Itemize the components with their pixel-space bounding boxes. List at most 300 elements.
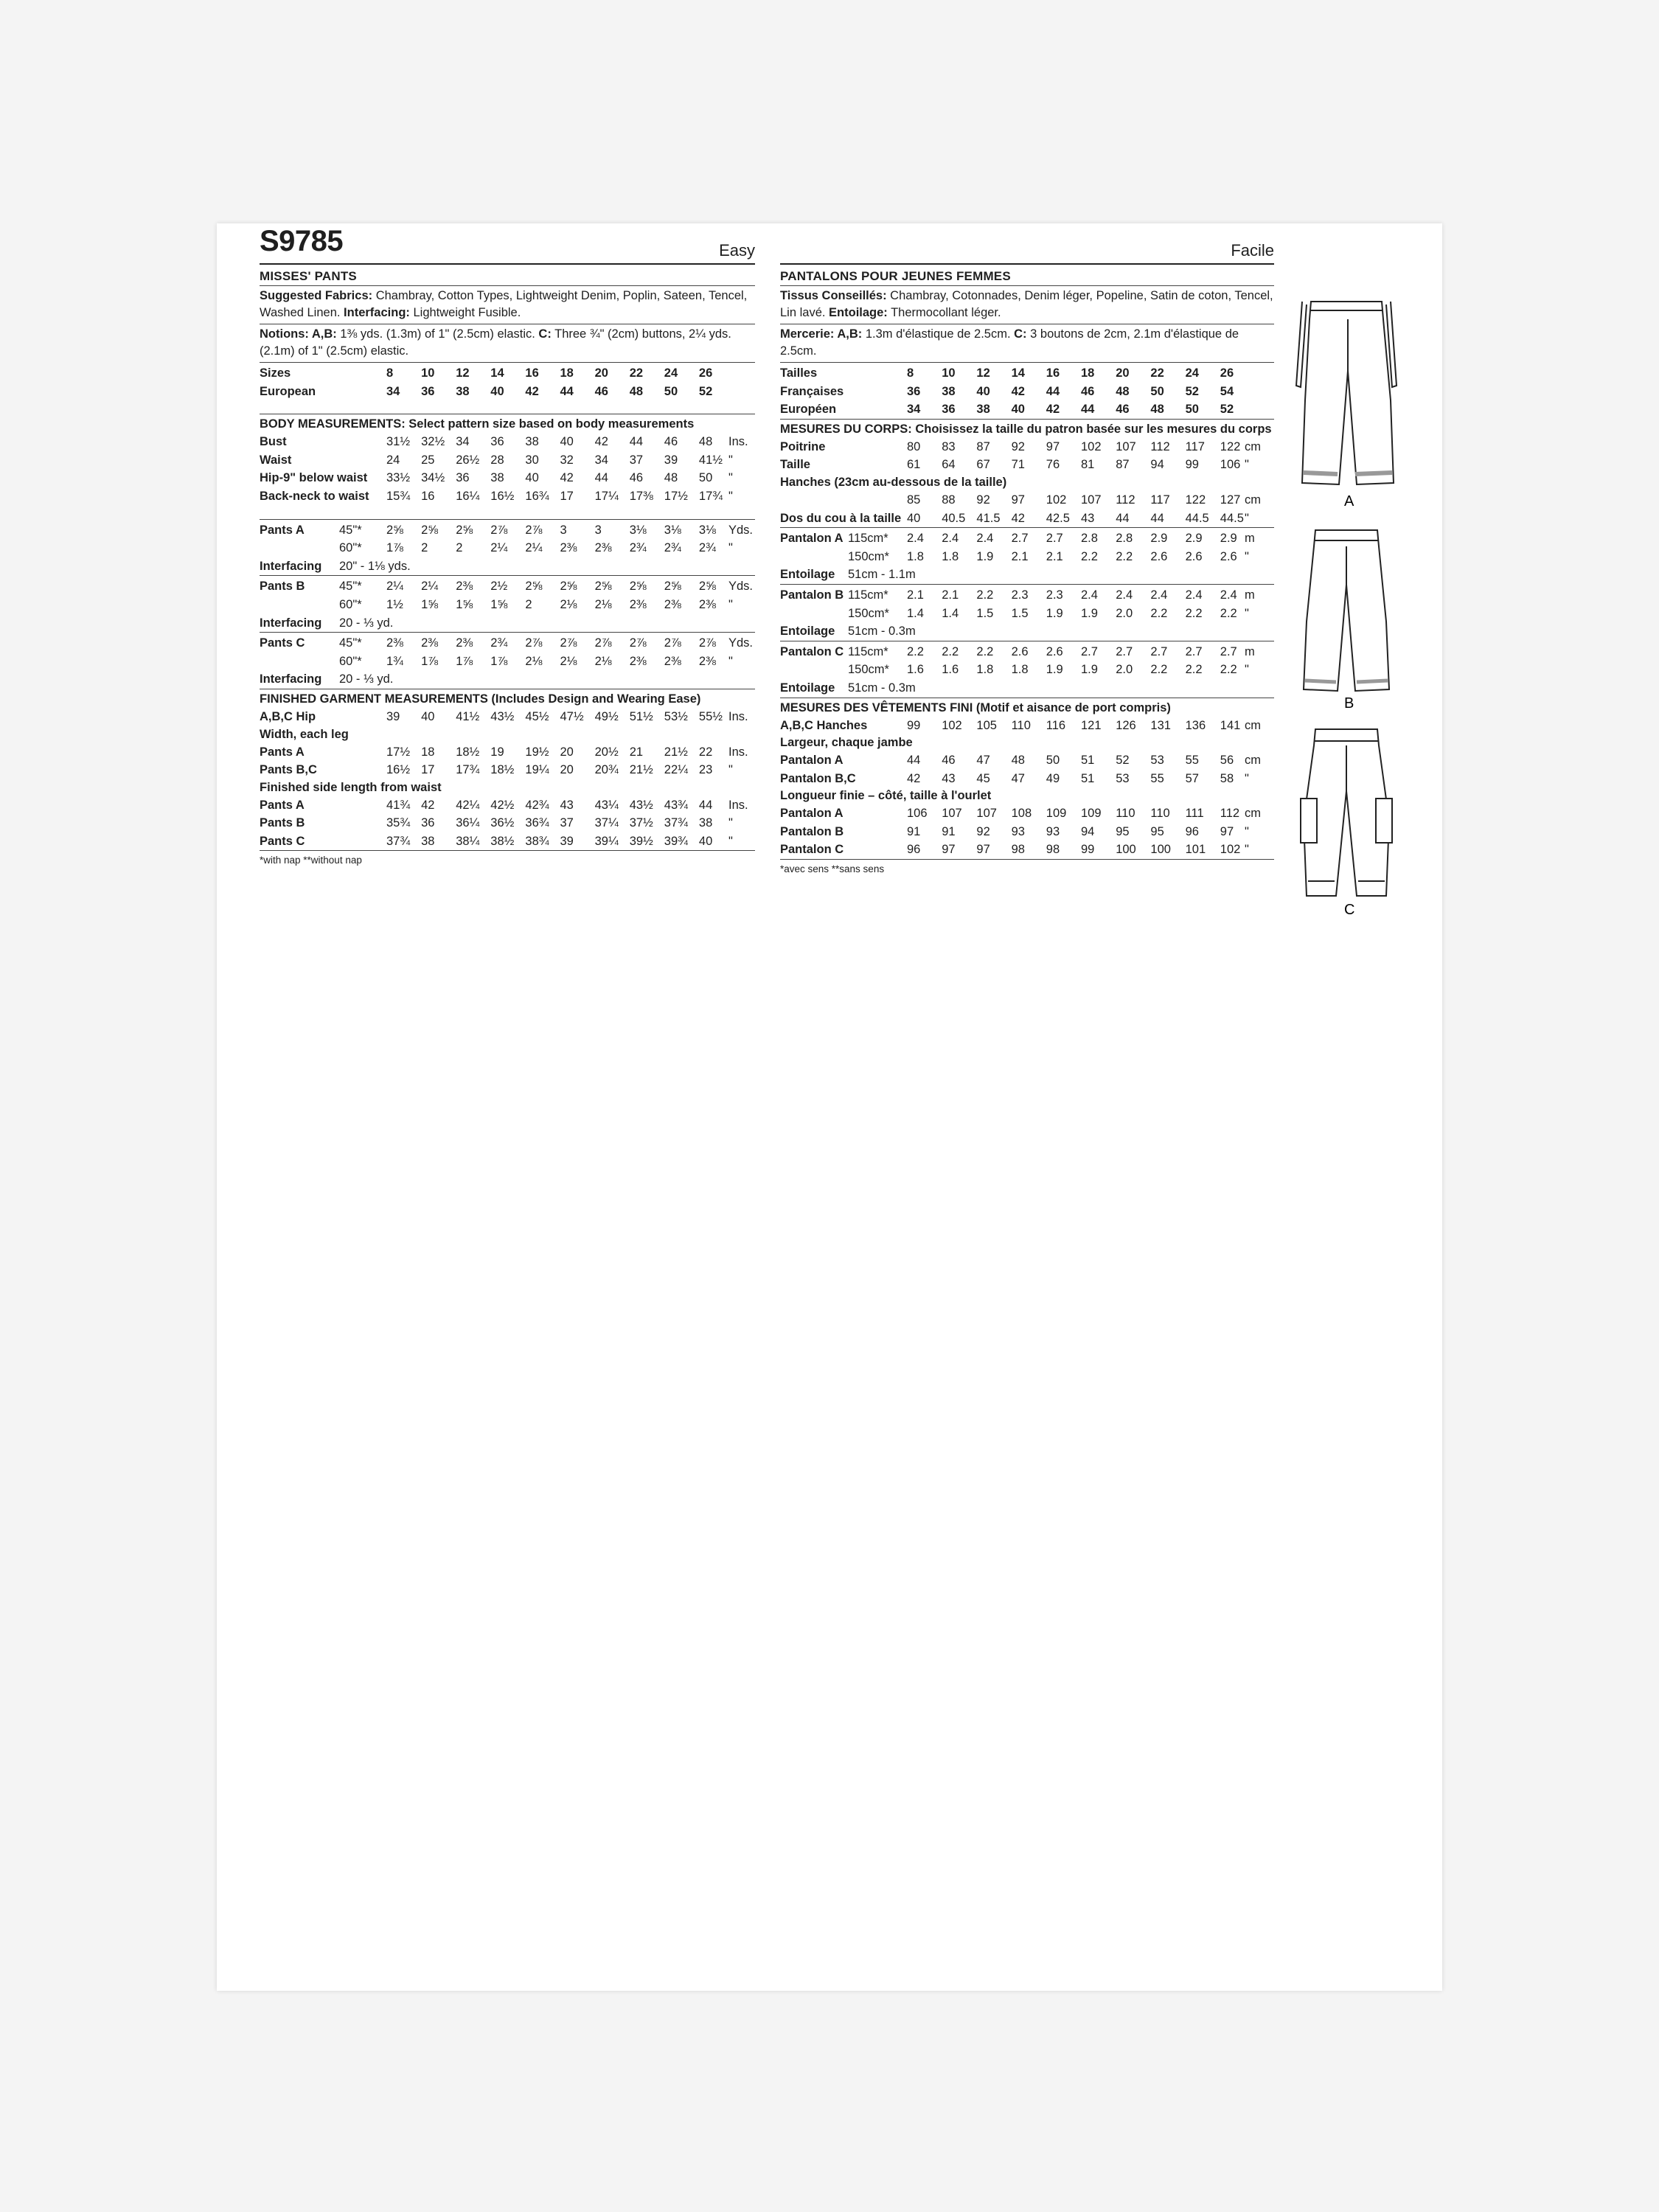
row-label: Bust: [260, 435, 287, 449]
cell-value: 10: [421, 366, 435, 380]
cell-value: 136: [1185, 718, 1206, 732]
cell-value: 53½: [664, 709, 688, 723]
cell-value: 26: [698, 366, 713, 380]
notions-text-fr: Mercerie: A,B: 1.3m d'élastique de 2.5cm. C: 3 boutons de 2cm, 2.1m d'élastique de 2.5cm.: [780, 324, 1274, 362]
cell-value: 21½: [664, 745, 688, 759]
measurement-row: [780, 823, 1274, 841]
measurement-row: [260, 832, 755, 851]
cell-value: 102: [1081, 439, 1102, 453]
cell-value: 38: [456, 384, 470, 398]
cell-value: 2.7: [1046, 532, 1063, 546]
unit-label: m: [1245, 532, 1255, 546]
cell-value: 98: [1046, 843, 1060, 857]
row-label: Taille: [780, 458, 810, 472]
view-b-label: B: [1344, 695, 1354, 712]
cell-value: 34: [907, 403, 921, 417]
body-measurements-fr: [780, 419, 1274, 527]
cell-value: 17: [560, 489, 574, 503]
cell-value: 97: [976, 843, 990, 857]
yardage-block: [780, 527, 1274, 584]
cell-value: 97: [1046, 439, 1060, 453]
cell-value: 2⅝: [386, 523, 403, 537]
cell-value: 2.2: [1185, 663, 1203, 677]
cell-value: 18½: [490, 763, 515, 777]
interfacing-row: [260, 614, 755, 633]
cell-value: 43½: [629, 798, 653, 812]
interfacing-row: [260, 670, 755, 689]
row-label: Pantalon B: [780, 588, 844, 602]
row-label: Européen: [780, 403, 837, 417]
cell-value: 61: [907, 458, 921, 472]
cell-value: 107: [1116, 439, 1136, 453]
cell-value: 91: [907, 824, 921, 838]
cell-value: 41½: [456, 709, 480, 723]
cell-value: 20: [1116, 366, 1130, 380]
cell-value: 43: [942, 771, 956, 785]
cell-value: 44: [594, 471, 608, 485]
cell-value: 50: [698, 471, 713, 485]
cell-value: 17½: [386, 745, 411, 759]
fabric-width: 150cm*: [848, 606, 889, 620]
fabrics-text-fr: Tissus Conseillés: Chambray, Cotonnades, Denim léger, Popeline, Satin de coton, Tencel, Lin lavé. Entoilage: Thermocollant léger.: [780, 285, 1274, 324]
cell-value: 26½: [456, 453, 480, 467]
cell-value: 43½: [490, 709, 515, 723]
cell-value: 2⅜: [629, 654, 647, 668]
cell-value: 18: [421, 745, 435, 759]
interfacing-label: Entoilage: [780, 625, 835, 639]
cell-value: 111: [1185, 807, 1204, 821]
cell-value: 91: [942, 824, 956, 838]
cell-value: 105: [976, 718, 997, 732]
cell-value: 100: [1116, 843, 1136, 857]
unit-label: ": [728, 654, 733, 668]
cell-value: 36: [490, 435, 504, 449]
cell-value: 34: [594, 453, 608, 467]
cell-value: 40: [698, 834, 713, 848]
cell-value: 39¾: [664, 834, 688, 848]
cell-value: 19: [490, 745, 504, 759]
cell-value: 2.8: [1116, 532, 1133, 546]
row-label: Pants C: [260, 636, 305, 650]
cell-value: 2.4: [942, 532, 959, 546]
cell-value: 2.6: [1011, 644, 1029, 658]
cell-value: 16¾: [525, 489, 549, 503]
cell-value: 2.4: [1116, 588, 1133, 602]
cell-value: 56: [1220, 754, 1234, 768]
unit-label: Yds.: [728, 636, 754, 650]
cell-value: 1⅞: [386, 541, 403, 555]
cell-value: 20: [560, 745, 574, 759]
cell-value: 2.6: [1150, 549, 1168, 563]
cell-value: 2.9: [1150, 532, 1168, 546]
cell-value: 33½: [386, 471, 411, 485]
cell-value: 3⅛: [629, 523, 647, 537]
cell-value: 46: [629, 471, 644, 485]
yardage-row: [780, 529, 1274, 548]
interfacing-row: [780, 622, 1274, 641]
cell-value: 106: [1220, 458, 1241, 472]
cell-value: 46: [594, 384, 608, 398]
row-label: Pantalon A: [780, 807, 844, 821]
cell-value: 40.5: [942, 511, 966, 525]
unit-label: ": [1245, 606, 1249, 620]
row-label: Waist: [260, 453, 292, 467]
cell-value: 2⅞: [525, 523, 543, 537]
cell-value: 41.5: [976, 511, 1001, 525]
fabric-width: 60"*: [339, 654, 362, 668]
yardage-row: [780, 586, 1274, 605]
width-title: Width, each leg: [260, 727, 349, 741]
unit-label: ": [728, 453, 733, 467]
cell-value: 97: [942, 843, 956, 857]
cell-value: 43¾: [664, 798, 688, 812]
cell-value: 47: [976, 754, 990, 768]
finished-measurements-fr: [780, 698, 1274, 860]
cell-value: 20: [560, 763, 574, 777]
measurement-row: [260, 743, 755, 762]
cell-value: 2.4: [1081, 588, 1098, 602]
cell-value: 102: [1046, 493, 1067, 507]
cell-value: 21: [629, 745, 644, 759]
cell-value: 2.1: [907, 588, 924, 602]
cell-value: 18: [1081, 366, 1095, 380]
cell-value: 1.4: [942, 606, 959, 620]
cell-value: 94: [1150, 458, 1164, 472]
cell-value: 23: [698, 763, 713, 777]
cell-value: 1¾: [386, 654, 403, 668]
cell-value: 2.7: [1185, 644, 1203, 658]
cell-value: 1.8: [907, 549, 924, 563]
cell-value: 49½: [594, 709, 619, 723]
row-label: Back-neck to waist: [260, 489, 369, 503]
cell-value: 2.7: [1220, 644, 1237, 658]
cell-value: 58: [1220, 771, 1234, 785]
measurement-row: [780, 751, 1274, 770]
cell-value: 37: [560, 816, 574, 830]
unit-label: Ins.: [728, 798, 748, 812]
cell-value: 16: [525, 366, 539, 380]
hip-finished-row-fr: [780, 717, 1274, 735]
cell-value: 17¾: [456, 763, 480, 777]
cell-value: 1⅞: [456, 654, 473, 668]
cell-value: 2.8: [1081, 532, 1098, 546]
cell-value: 36½: [490, 816, 515, 830]
cell-value: 2¾: [490, 636, 508, 650]
cell-value: 2⅞: [560, 636, 577, 650]
cell-value: 2⅝: [560, 580, 577, 594]
cell-value: 51: [1081, 771, 1095, 785]
cell-value: 81: [1081, 458, 1095, 472]
cell-value: 2.2: [942, 644, 959, 658]
cell-value: 32½: [421, 435, 445, 449]
cell-value: 98: [1011, 843, 1025, 857]
row-label: Françaises: [780, 384, 844, 398]
cell-value: 38: [525, 435, 539, 449]
cell-value: 44: [698, 798, 713, 812]
cell-value: 1.6: [907, 663, 924, 677]
cell-value: 48: [1116, 384, 1130, 398]
cell-value: 92: [976, 824, 990, 838]
notions-text: Notions: A,B: 1⅜ yds. (1.3m) of 1" (2.5cm) elastic. C: Three ¾" (2cm) buttons, 2¼ yds. (2.1m) of 1" (2.5cm) elastic.: [260, 324, 755, 362]
cell-value: 39: [386, 709, 400, 723]
yardage-block: [260, 575, 755, 632]
cell-value: 2.0: [1116, 606, 1133, 620]
interfacing-row: [780, 566, 1274, 584]
cell-value: 36: [907, 384, 921, 398]
cell-value: 2.2: [1150, 663, 1168, 677]
interfacing-value: 20 - ⅓ yd.: [339, 672, 394, 686]
yardage-row: [780, 661, 1274, 679]
pattern-number: S9785: [260, 225, 344, 257]
cell-value: 2.3: [1046, 588, 1063, 602]
cell-value: 1.9: [1081, 606, 1098, 620]
cell-value: 2⅞: [698, 636, 716, 650]
cell-value: 99: [1081, 843, 1095, 857]
unit-label: ": [728, 541, 733, 555]
cell-value: 2⅜: [560, 541, 577, 555]
cell-value: 43: [1081, 511, 1095, 525]
cell-value: 2⅜: [629, 597, 647, 611]
cell-value: 43¼: [594, 798, 619, 812]
cell-value: 52: [1116, 754, 1130, 768]
cell-value: 20½: [594, 745, 619, 759]
cell-value: 44: [560, 384, 574, 398]
cell-value: 102: [1220, 843, 1241, 857]
length-title-fr: Longueur finie – côté, taille à l'ourlet: [780, 789, 992, 803]
hip-row: [260, 708, 755, 726]
row-label: Pantalon B,C: [780, 771, 856, 785]
cell-value: 38: [421, 834, 435, 848]
unit-label: ": [1245, 843, 1249, 857]
cell-value: 36¼: [456, 816, 480, 830]
cell-value: 92: [1011, 439, 1025, 453]
cell-value: 42: [907, 771, 921, 785]
cell-value: 1.8: [942, 549, 959, 563]
cell-value: 107: [976, 807, 997, 821]
cell-value: 2⅝: [421, 523, 439, 537]
cell-value: 26: [1220, 366, 1234, 380]
cell-value: 42½: [490, 798, 515, 812]
width-title-fr: Largeur, chaque jambe: [780, 736, 913, 750]
row-label: Pants A: [260, 798, 305, 812]
cell-value: 2.4: [907, 532, 924, 546]
cell-value: 2: [456, 541, 463, 555]
cell-value: 2.2: [907, 644, 924, 658]
cell-value: 12: [976, 366, 990, 380]
french-column: [780, 223, 1274, 877]
cell-value: 2.2: [1220, 663, 1237, 677]
cell-value: 2⅜: [421, 636, 439, 650]
measurement-row: [260, 814, 755, 832]
cell-value: 109: [1046, 807, 1067, 821]
cell-value: 121: [1081, 718, 1102, 732]
european-size-row-fr: [780, 400, 1274, 419]
cell-value: 95: [1116, 824, 1130, 838]
cell-value: 40: [907, 511, 921, 525]
cell-value: 2⅞: [664, 636, 681, 650]
unit-label: ": [1245, 549, 1249, 563]
cell-value: 2.1: [1046, 549, 1063, 563]
cell-value: 2⅛: [594, 654, 612, 668]
cell-value: 42: [594, 435, 608, 449]
row-label: Pants B,C: [260, 763, 317, 777]
cell-value: 2⅞: [594, 636, 612, 650]
cell-value: 39: [560, 834, 574, 848]
row-label: A,B,C Hip: [260, 709, 316, 723]
unit-label: ": [1245, 511, 1249, 525]
cell-value: 17¾: [698, 489, 723, 503]
size-row-fr: [780, 364, 1274, 383]
cell-value: 53: [1150, 754, 1164, 768]
yardage-row: [260, 596, 755, 614]
cell-value: 126: [1116, 718, 1136, 732]
cell-value: 2⅞: [525, 636, 543, 650]
cell-value: 2⅜: [456, 580, 473, 594]
cell-value: 51½: [629, 709, 653, 723]
cell-value: 2.0: [1116, 663, 1133, 677]
hip-label-fr: Hanches (23cm au-dessous de la taille): [780, 475, 1007, 489]
cell-value: 57: [1185, 771, 1199, 785]
cell-value: 41¾: [386, 798, 411, 812]
cell-value: 38: [942, 384, 956, 398]
cell-value: 2¼: [525, 541, 543, 555]
cell-value: 2⅝: [525, 580, 543, 594]
interfacing-value: 51cm - 0.3m: [848, 681, 916, 695]
cell-value: 55: [1150, 771, 1164, 785]
yardage-block: [260, 632, 755, 689]
cell-value: 44: [1116, 511, 1130, 525]
cell-value: 64: [942, 458, 956, 472]
cell-value: 97: [1220, 824, 1234, 838]
cell-value: 42.5: [1046, 511, 1070, 525]
fabric-width: 45"*: [339, 580, 362, 594]
cell-value: 93: [1011, 824, 1025, 838]
cell-value: 2⅜: [456, 636, 473, 650]
cell-value: 117: [1185, 439, 1205, 453]
unit-label: Yds.: [728, 523, 754, 537]
yardage-row: [260, 577, 755, 596]
cell-value: 2⅛: [560, 654, 577, 668]
cell-value: 2.2: [976, 588, 994, 602]
measurement-row: [780, 770, 1274, 788]
cell-value: 2.2: [1150, 606, 1168, 620]
measurement-row: [260, 796, 755, 815]
cell-value: 1.9: [1046, 663, 1063, 677]
view-c-drawing: [1295, 725, 1398, 905]
cell-value: 8: [386, 366, 394, 380]
cell-value: 108: [1011, 807, 1032, 821]
cell-value: 40: [976, 384, 990, 398]
cell-value: 3⅛: [698, 523, 716, 537]
fabric-width: 150cm*: [848, 663, 889, 677]
cell-value: 2.4: [1220, 588, 1237, 602]
interfacing-value: 51cm - 0.3m: [848, 625, 916, 639]
row-label: Pantalon C: [780, 843, 844, 857]
cell-value: 40: [490, 384, 504, 398]
cell-value: 24: [1185, 366, 1199, 380]
cell-value: 42¼: [456, 798, 480, 812]
yardage-row: [260, 521, 755, 540]
cell-value: 36: [456, 471, 470, 485]
row-label: Pants B: [260, 816, 305, 830]
interfacing-label: Interfacing: [260, 616, 322, 630]
unit-label: ": [1245, 771, 1249, 785]
row-label: Pants B: [260, 580, 305, 594]
view-a-drawing: [1295, 297, 1398, 494]
cell-value: 52: [1185, 384, 1199, 398]
cell-value: 20¾: [594, 763, 619, 777]
cell-value: 2.1: [1011, 549, 1029, 563]
row-label: Pantalon C: [780, 644, 844, 658]
cell-value: 54: [1220, 384, 1234, 398]
cell-value: 50: [1046, 754, 1060, 768]
cell-value: 38½: [490, 834, 515, 848]
cell-value: 48: [1011, 754, 1025, 768]
cell-value: 2⅝: [629, 580, 647, 594]
row-label: Sizes: [260, 366, 291, 380]
cell-value: 110: [1011, 718, 1031, 732]
cell-value: 100: [1150, 843, 1171, 857]
cell-value: 14: [1011, 366, 1025, 380]
cell-value: 8: [907, 366, 914, 380]
cell-value: 43: [560, 798, 574, 812]
cell-value: 2.2: [1116, 549, 1133, 563]
cell-value: 131: [1150, 718, 1171, 732]
cell-value: 2.2: [1081, 549, 1098, 563]
cell-value: 1½: [386, 597, 403, 611]
finished-measurements-title: FINISHED GARMENT MEASUREMENTS (Includes Design and Wearing Ease): [260, 692, 701, 706]
cell-value: 88: [942, 493, 956, 507]
cell-value: 2.4: [1150, 588, 1168, 602]
cell-value: 22: [629, 366, 644, 380]
cell-value: 93: [1046, 824, 1060, 838]
interfacing-label: Entoilage: [780, 681, 835, 695]
cell-value: 2.4: [1185, 588, 1203, 602]
cell-value: 48: [1150, 403, 1164, 417]
view-a-label: A: [1344, 493, 1354, 509]
cell-value: 110: [1116, 807, 1135, 821]
footnote: *with nap **without nap: [260, 850, 755, 869]
cell-value: 80: [907, 439, 921, 453]
cell-value: 37: [629, 453, 644, 467]
cell-value: 2.6: [1046, 644, 1063, 658]
cell-value: 48: [698, 435, 713, 449]
cell-value: 1.9: [976, 549, 994, 563]
unit-label: ": [728, 489, 733, 503]
cell-value: 107: [942, 807, 962, 821]
cell-value: 10: [942, 366, 956, 380]
cell-value: 1.9: [1046, 606, 1063, 620]
fabric-width: 60"*: [339, 597, 362, 611]
unit-label: cm: [1245, 493, 1261, 507]
yardage-row: [780, 548, 1274, 566]
cell-value: 2: [525, 597, 532, 611]
row-label: Pantalon B: [780, 824, 844, 838]
cell-value: 12: [456, 366, 470, 380]
cell-value: 48: [664, 471, 678, 485]
cell-value: 1.9: [1081, 663, 1098, 677]
cell-value: 2¼: [490, 541, 508, 555]
cell-value: 17¼: [594, 489, 619, 503]
measurement-row: [260, 469, 755, 487]
measurement-row: [780, 804, 1274, 823]
row-label: Pants A: [260, 745, 305, 759]
cell-value: 2¾: [629, 541, 647, 555]
interfacing-value: 20 - ⅓ yd.: [339, 616, 394, 630]
cell-value: 2.2: [976, 644, 994, 658]
finished-measurements: [260, 689, 755, 851]
cell-value: 50: [1185, 403, 1199, 417]
